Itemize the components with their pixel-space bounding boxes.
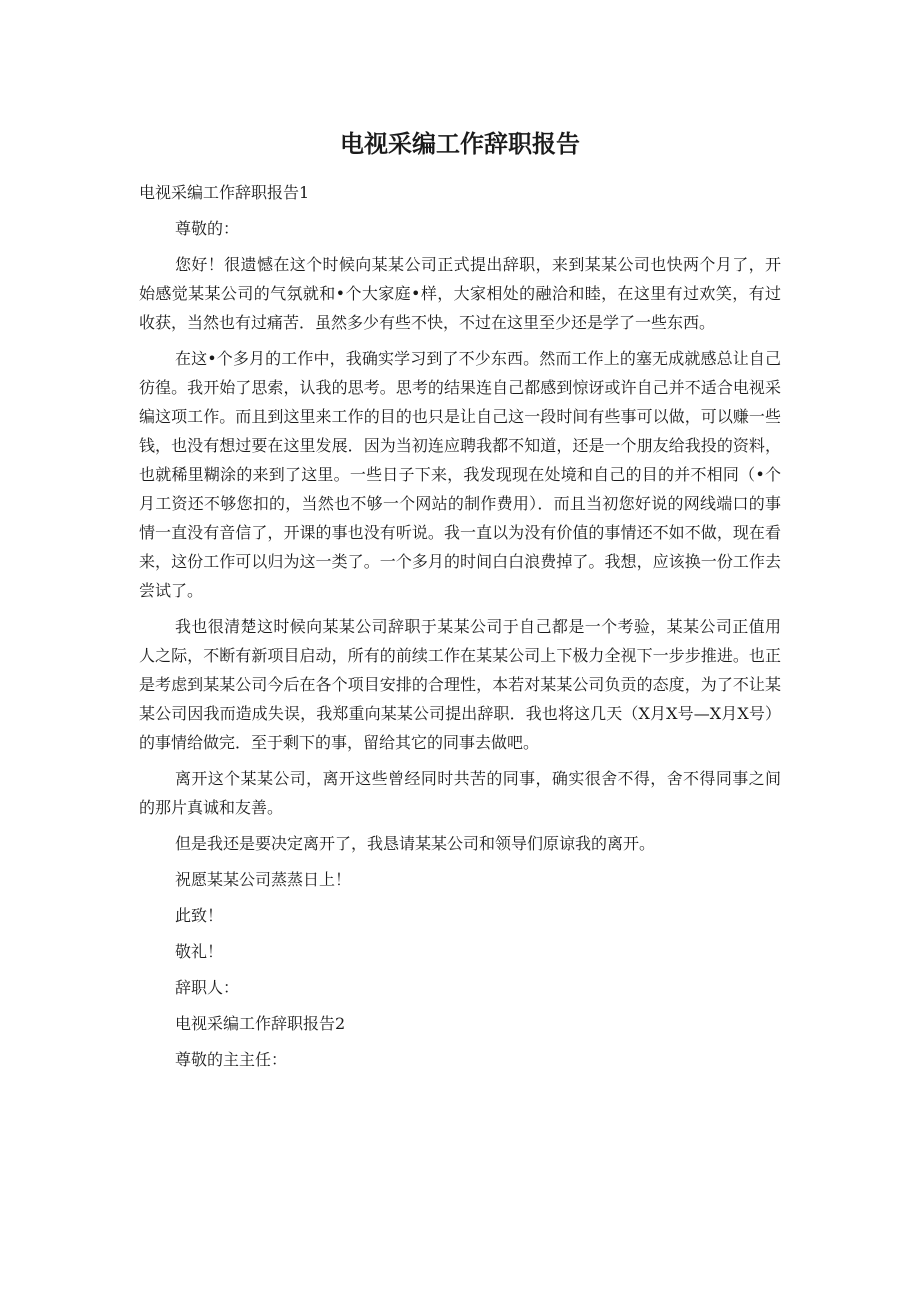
body-paragraph: 离开这个某某公司，离开这些曾经同时共苦的同事，确实很舍不得，舍不得同事之间的那片真诚和友善。 (139, 769, 781, 817)
section-heading-2: 电视采编工作辞职报告2 (175, 1014, 346, 1033)
salutation-2: 尊敬的主主任： (175, 1050, 288, 1069)
body-paragraph: 我也很清楚这时候向某某公司辞职于某某公司于自己都是一个考验，某某公司正值用人之际，不断有新项目启动，所有的前续工作在某某公司上下极力全视下一步步推进。也正是考虑到某某公司今后在各个项目安排的合理性，本若对某某公司负贡的态度，为了不让某某公司因我而造成失误，我郑重向某某公司提出辞职．我也将这几天（X月X号—X月X号）的事情给做完．至于剩下的事，留给其它的同事去做吧。 (139, 617, 781, 752)
body-paragraph: 您好！很遗憾在这个时候向某某公司正式提出辞职，来到某某公司也快两个月了，开始感觉某某公司的气氛就和•个大家庭•样，大家相处的融洽和睦，在这里有过欢笑，有过收获，当然也有过痛苦．虽然多少有些不快，不过在这里至少还是学了一些东西。 (139, 255, 781, 332)
signature-line: 辞职人： (175, 978, 240, 997)
body-paragraph: 在这•个多月的工作中，我确实学习到了不少东西。然而工作上的塞无成就感总让自己彷徨。我开始了思索，认我的思考。思考的结果连自己都感到惊讶或许自己并不适合电视采编这项工作。而且到这里来工作的目的也只是让自己这一段时间有些事可以做，可以赚一些钱，也没有想过要在这里发展．因为当初连应聘我都不知道，还是一个朋友给我投的资料，也就稀里糊涂的来到了这里。一些日子下来，我发现现在处境和自己的目的并不相同（•个月工资还不够您扣的，当然也不够一个网站的制作费用）．而且当初您好说的网线端口的事情一直没有音信了，开课的事也没有听说。我一直以为没有价值的事情还不如不做，现在看来，这份工作可以归为这一类了。一个多月的时间白白浪费掉了。我想，应该换一份工作去尝试了。 (139, 349, 781, 600)
closing-cizhi: 此致！ (175, 906, 224, 925)
document-title: 电视采编工作辞职报告 (340, 130, 580, 158)
closing-jingli: 敬礼！ (175, 942, 224, 961)
closing-wish: 祝愿某某公司蒸蒸日上！ (175, 870, 352, 889)
section-heading-1: 电视采编工作辞职报告1 (139, 183, 310, 202)
body-paragraph: 但是我还是要决定离开了，我恳请某某公司和领导们原谅我的离开。 (175, 834, 656, 853)
document-body (139, 178, 781, 1081)
salutation: 尊敬的： (175, 219, 240, 238)
